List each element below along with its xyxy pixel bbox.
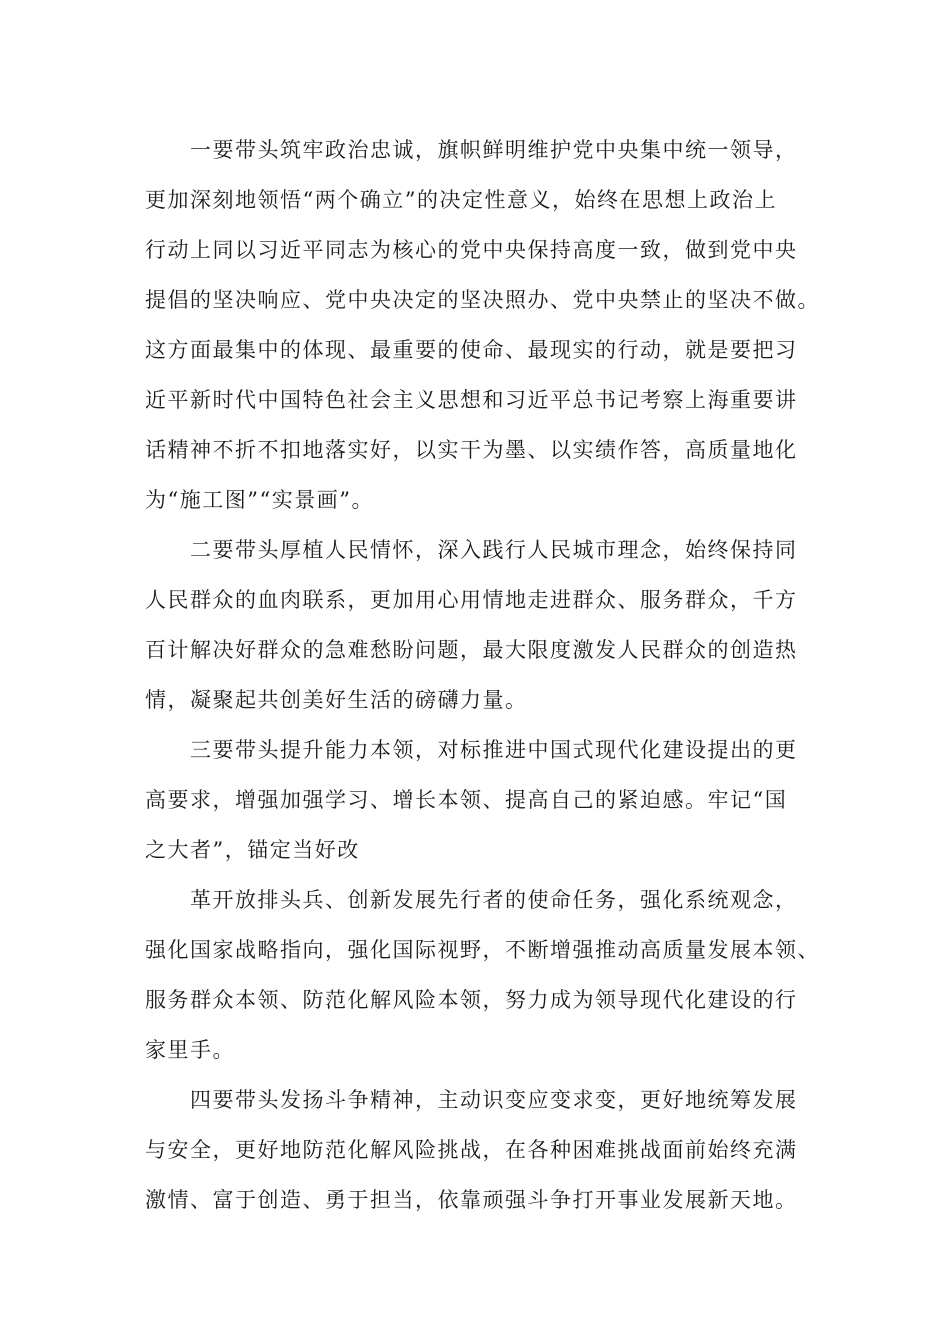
paragraph-1-line-6: 近平新时代中国特色社会主义思想和习近平总书记考察上海重要讲 [145,388,798,412]
paragraph-2-line-4: 情，凝聚起共创美好生活的磅礴力量。 [145,688,528,712]
paragraph-1-line-4: 提倡的坚决响应、党中央决定的坚决照办、党中央禁止的坚决不做。 [145,288,820,312]
paragraph-2-line-1: 二要带头厚植人民情怀，深入践行人民城市理念，始终保持同 [190,538,798,562]
paragraph-3-line-2: 高要求，增强加强学习、增长本领、提高自己的紧迫感。牢记“国 [145,788,788,812]
paragraph-1-line-3: 行动上同以习近平同志为核心的党中央保持高度一致，做到党中央 [145,238,798,262]
paragraph-1-line-1: 一要带头筑牢政治忠诚，旗帜鲜明维护党中央集中统一领导， [190,138,798,162]
paragraph-5-line-2: 与安全，更好地防范化解风险挑战，在各种困难挑战面前始终充满 [145,1138,798,1162]
paragraph-2-line-2: 人民群众的血肉联系，更加用心用情地走进群众、服务群众，千方 [145,588,798,612]
paragraph-1-line-8: 为“施工图”“实景画”。 [145,488,374,512]
paragraph-5-line-3: 激情、富于创造、勇于担当，依靠顽强斗争打开事业发展新天地。 [145,1188,798,1212]
paragraph-1-line-7: 话精神不折不扣地落实好，以实干为墨、以实绩作答，高质量地化 [145,438,798,462]
paragraph-5-line-1: 四要带头发扬斗争精神，主动识变应变求变，更好地统筹发展 [190,1088,798,1112]
paragraph-4-line-3: 服务群众本领、防范化解风险本领，努力成为领导现代化建设的行 [145,988,798,1012]
paragraph-2-line-3: 百计解决好群众的急难愁盼问题，最大限度激发人民群众的创造热 [145,638,798,662]
paragraph-3-line-3: 之大者”，锚定当好改 [145,838,360,862]
paragraph-1-line-5: 这方面最集中的体现、最重要的使命、最现实的行动，就是要把习 [145,338,798,362]
paragraph-4-line-1: 革开放排头兵、创新发展先行者的使命任务，强化系统观念， [190,888,798,912]
paragraph-4-line-4: 家里手。 [145,1038,235,1062]
paragraph-4-line-2: 强化国家战略指向，强化国际视野，不断增强推动高质量发展本领、 [145,938,820,962]
paragraph-1-line-2: 更加深刻地领悟“两个确立”的决定性意义，始终在思想上政治上 [145,188,777,212]
paragraph-3-line-1: 三要带头提升能力本领，对标推进中国式现代化建设提出的更 [190,738,798,762]
